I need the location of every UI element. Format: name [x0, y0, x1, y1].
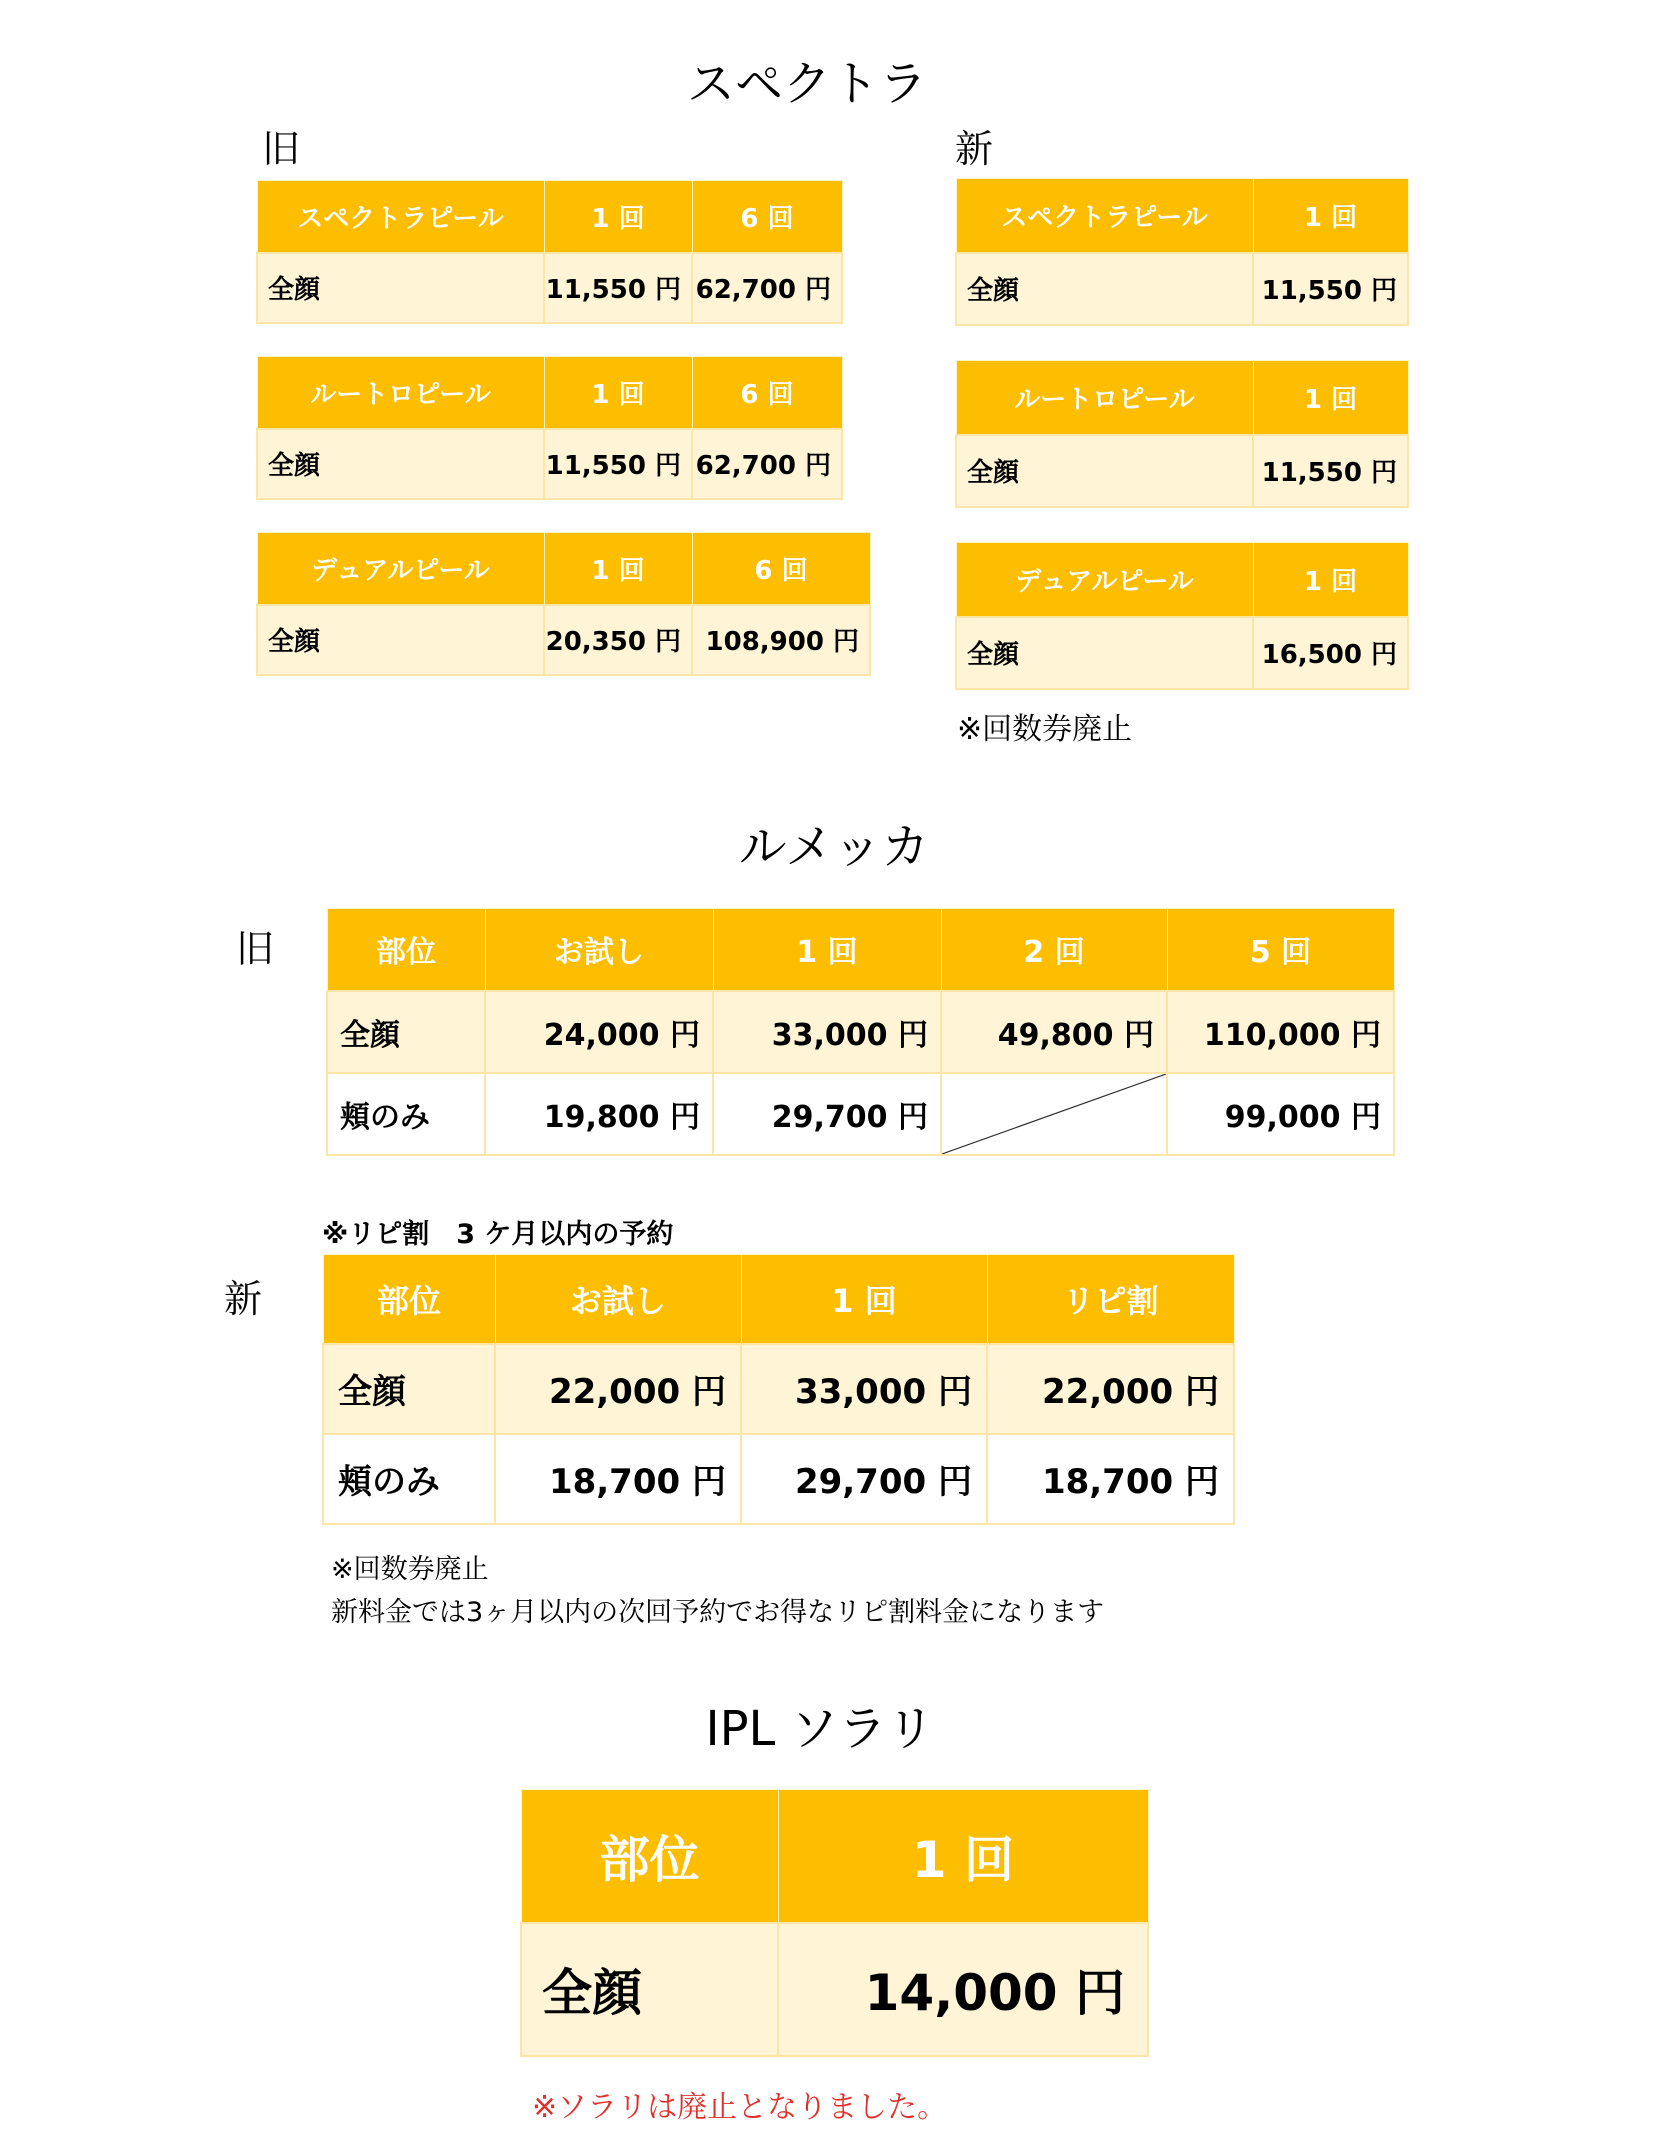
lumecca-new-label: 新 [224, 1277, 263, 1321]
price-cell: 11,550 円 [544, 253, 692, 323]
price-cell: 49,800 円 [941, 991, 1167, 1073]
table-header: ルートロピール [956, 361, 1253, 435]
price-cell: 22,000 円 [987, 1344, 1234, 1434]
price-cell: 99,000 円 [1167, 1073, 1394, 1155]
price-cell: 22,000 円 [495, 1344, 741, 1434]
row-label: 全顔 [257, 253, 544, 323]
ipl-table [520, 1789, 1149, 2057]
price-cell: 29,700 円 [741, 1434, 987, 1524]
table-header: 6 回 [692, 181, 842, 253]
table-header: 1 回 [741, 1255, 987, 1344]
table-header: 2 回 [941, 909, 1167, 991]
table-header: 1 回 [544, 533, 692, 605]
price-cell: 33,000 円 [741, 1344, 987, 1434]
price-cell: 14,000 円 [778, 1923, 1148, 2056]
spectra-old-table-2 [256, 356, 843, 500]
table-header: 1 回 [713, 909, 941, 991]
lumecca-old-label: 旧 [236, 927, 275, 971]
table-header: 6 回 [692, 357, 842, 429]
spectra-old-table-3 [256, 532, 871, 676]
row-label: 全顔 [521, 1923, 778, 2056]
spectra-new-table-2 [955, 360, 1409, 508]
spectra-new-table-1 [955, 178, 1409, 326]
table-header: 1 回 [544, 181, 692, 253]
table-header: ルートロピール [257, 357, 544, 429]
row-label: 全顔 [956, 253, 1253, 325]
table-header: 部位 [323, 1255, 495, 1344]
lumecca-note-1: ※回数券廃止 [331, 1554, 489, 1585]
table-header: お試し [485, 909, 713, 991]
table-header: デュアルピール [257, 533, 544, 605]
price-cell: 18,700 円 [987, 1434, 1234, 1524]
lumecca-title: ルメッカ [738, 819, 930, 875]
price-cell: 20,350 円 [544, 605, 692, 675]
table-header: スペクトラピール [257, 181, 544, 253]
empty-cell-diagonal [941, 1073, 1167, 1155]
spectra-note: ※回数券廃止 [957, 712, 1133, 747]
row-label: 頬のみ [327, 1073, 485, 1155]
table-header: 1 回 [544, 357, 692, 429]
lumecca-note-2: 新料金では3ヶ月以内の次回予約でお得なリピ割料金になります [331, 1597, 1105, 1628]
price-cell: 16,500 円 [1253, 617, 1408, 689]
ipl-title: IPL ソラリ [705, 1701, 935, 1757]
row-label: 頬のみ [323, 1434, 495, 1524]
price-cell: 62,700 円 [692, 429, 842, 499]
price-cell: 110,000 円 [1167, 991, 1394, 1073]
table-header: リピ割 [987, 1255, 1234, 1344]
price-cell: 33,000 円 [713, 991, 941, 1073]
row-label: 全顔 [323, 1344, 495, 1434]
price-cell: 18,700 円 [495, 1434, 741, 1524]
table-header: 1 回 [1253, 179, 1408, 253]
ipl-note: ※ソラリは廃止となりました。 [532, 2090, 948, 2125]
table-header: 1 回 [1253, 543, 1408, 617]
spectra-old-label: 旧 [262, 127, 301, 171]
row-label: 全顔 [956, 435, 1253, 507]
price-cell: 29,700 円 [713, 1073, 941, 1155]
row-label: 全顔 [956, 617, 1253, 689]
lumecca-new-caption: ※リピ割 3 ケ月以内の予約 [322, 1219, 674, 1250]
lumecca-old-table [326, 908, 1395, 1156]
row-label: 全顔 [257, 429, 544, 499]
price-cell: 11,550 円 [1253, 253, 1408, 325]
table-header: 1 回 [1253, 361, 1408, 435]
table-header: 1 回 [778, 1790, 1148, 1923]
table-header: デュアルピール [956, 543, 1253, 617]
table-header: お試し [495, 1255, 741, 1344]
price-cell: 11,550 円 [1253, 435, 1408, 507]
spectra-new-label: 新 [955, 127, 994, 171]
table-header: 5 回 [1167, 909, 1394, 991]
spectra-new-table-3 [955, 542, 1409, 690]
table-header: 部位 [521, 1790, 778, 1923]
table-header: 部位 [327, 909, 485, 991]
spectra-title: スペクトラ [686, 56, 927, 112]
price-cell: 62,700 円 [692, 253, 842, 323]
price-cell: 108,900 円 [692, 605, 870, 675]
lumecca-new-table [322, 1254, 1235, 1525]
table-header: スペクトラピール [956, 179, 1253, 253]
row-label: 全顔 [327, 991, 485, 1073]
price-cell: 24,000 円 [485, 991, 713, 1073]
spectra-old-table-1 [256, 180, 843, 324]
price-cell: 11,550 円 [544, 429, 692, 499]
table-header: 6 回 [692, 533, 870, 605]
diagonal-line [942, 1074, 1166, 1154]
price-cell: 19,800 円 [485, 1073, 713, 1155]
row-label: 全顔 [257, 605, 544, 675]
